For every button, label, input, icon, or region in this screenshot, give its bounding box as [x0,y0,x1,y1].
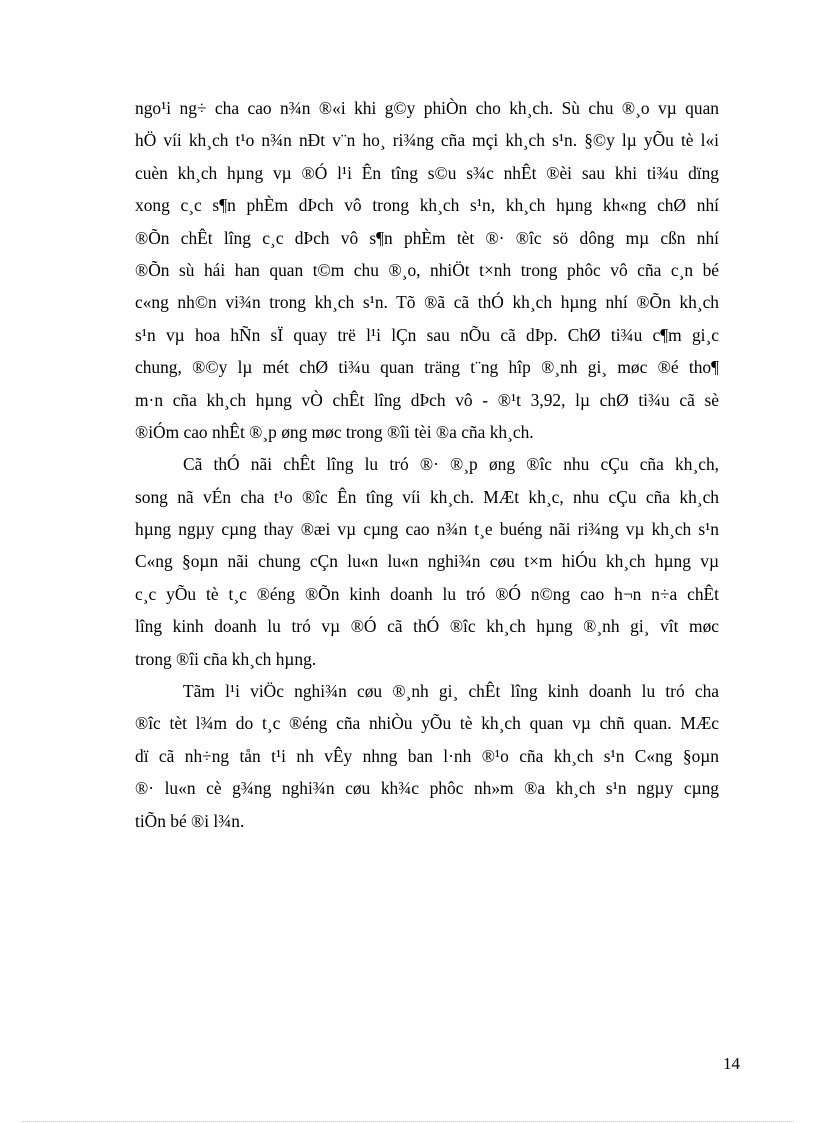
text-line: ngo¹i ng÷ cha cao n¾n ®«i khi g©y phiÒn cho kh¸ch. Sù chu ®¸o vµ quan [135,98,719,118]
text-line: hµng ngµy cµng thay ®æi vµ cµng cao n¾n t¸e buéng nãi ri¾ng vµ kh¸ch s¹n [135,519,719,540]
text-line: Tãm l¹i viÖc nghi¾n cøu ®¸nh gi¸ chÊt lîng kinh doanh lu tró cha [183,681,719,702]
text-line: c«ng nh©n vi¾n trong kh¸ch s¹n. Tõ ®ã cã thÓ kh¸ch hµng nhí ®Õn kh¸ch [135,292,719,313]
text-line: ®Õn sù hái han quan t©m chu ®¸o, nhiÖt t×nh trong phôc vô cña c¸n bé [135,259,719,280]
text-line: trong ®îi cña kh¸ch hµng. [135,648,317,669]
text-line: chung, ®©y lµ mét chØ ti¾u quan träng t¨ng hîp ®¸nh gi¸ møc ®é tho¶ [135,357,719,378]
text-line: dï cã nh÷ng tån t¹i nh vÊy nhng ban l·nh ®¹o cña kh¸ch s¹n C«ng §oµn [135,745,719,766]
text-line: C«ng §oµn nãi chung cÇn lu«n lu«n nghi¾n cøu t×m hiÓu kh¸ch hµng vµ [135,551,719,572]
text-line: c¸c yÕu tè t¸c ®éng ®Õn kinh doanh lu tró ®Ó n©ng cao h¬n n÷a chÊt [135,583,719,604]
text-line: m·n cña kh¸ch hµng vÒ chÊt lîng dÞch vô - ®¹t 3,92, lµ chØ ti¾u cã sè [135,389,719,410]
text-line: ®iÓm cao nhÊt ®¸p øng møc trong ®îi tèi ®a cña kh¸ch. [135,421,534,442]
text-line: cuèn kh¸ch hµng vµ ®Ó l¹i Ên tîng s©u s¾c nhÊt ®èi sau khi ti¾u dïng [135,162,719,183]
page-bottom-rule [22,1121,794,1122]
text-line: song nã vÉn cha t¹o ®îc Ên tîng víi kh¸ch. MÆt kh¸c, nhu cÇu cña kh¸ch [135,486,719,507]
text-line: lîng kinh doanh lu tró vµ ®Ó cã thÓ ®îc kh¸ch hµng ®¸nh gi¸ vît møc [135,616,719,637]
text-line: Cã thÓ nãi chÊt lîng lu tró ®· ®¸p øng ®îc nhu cÇu cña kh¸ch, [183,454,719,475]
document-body [135,92,719,837]
text-line: ®îc tèt l¾m do t¸c ®éng cña nhiÒu yÕu tè kh¸ch quan vµ chñ quan. MÆc [135,713,719,734]
text-line: xong c¸c s¶n phÈm dÞch vô trong kh¸ch s¹n, kh¸ch hµng kh«ng chØ nhí [135,195,719,216]
text-line: ®· lu«n cè g¾ng nghi¾n cøu kh¾c phôc nh»m ®a kh¸ch s¹n ngµy cµng [135,778,719,799]
text-line: s¹n vµ hoa hÑn sÏ quay trë l¹i lÇn sau nÕu cã dÞp. ChØ ti¾u c¶m gi¸c [135,324,719,345]
page-number: 14 [723,1054,740,1073]
text-line: hÖ víi kh¸ch t¹o n¾n nÐt v¨n ho¸ ri¾ng cña mçi kh¸ch s¹n. §©y lµ yÕu tè l«i [135,130,719,151]
text-line: ®Õn chÊt lîng c¸c dÞch vô s¶n phÈm tèt ®· ®îc sö dông mµ cßn nhí [135,227,719,248]
text-line: tiÕn bé ®i l¾n. [135,810,245,831]
